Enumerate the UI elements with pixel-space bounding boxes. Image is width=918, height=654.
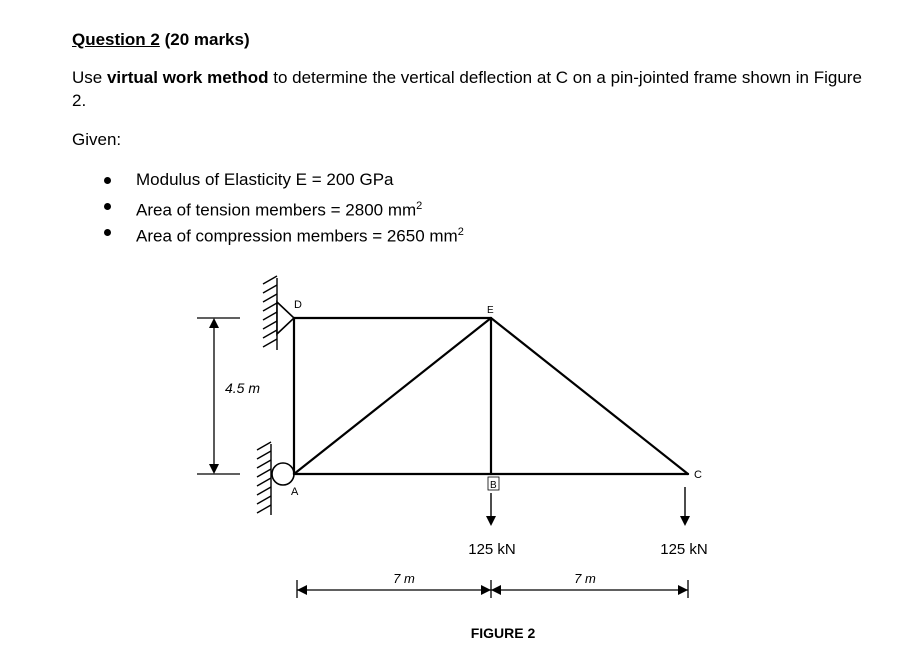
node-label-c: C bbox=[694, 469, 702, 481]
figure-caption: FIGURE 2 bbox=[470, 625, 536, 641]
load-label-b: 125 kN bbox=[468, 541, 516, 558]
given-item-text: Area of tension members = 2800 mm bbox=[136, 200, 417, 220]
roller-support-a bbox=[272, 463, 294, 485]
span-right-label: 7 m bbox=[574, 571, 596, 586]
question-number: Question 2 bbox=[72, 30, 160, 49]
question-marks: (20 marks) bbox=[159, 30, 250, 49]
node-label-a: A bbox=[291, 486, 299, 498]
wall-support-lower bbox=[257, 442, 271, 515]
given-item-text: Area of compression members = 2650 mm bbox=[136, 226, 458, 246]
node-label-b: B bbox=[490, 480, 497, 491]
intro-text-start: Use bbox=[72, 68, 107, 87]
given-label: Given: bbox=[72, 130, 122, 149]
intro-text-end: to determine the vertical deflection at C on a pin-jointed frame shown in Figure 2. bbox=[72, 68, 862, 110]
pin-support-d bbox=[277, 302, 294, 334]
wall-support-upper bbox=[263, 276, 277, 350]
node-label-e: E bbox=[487, 305, 494, 316]
intro-method: virtual work method bbox=[106, 68, 269, 87]
load-arrow-c bbox=[680, 487, 690, 526]
superscript: 2 bbox=[416, 200, 423, 212]
member-ae bbox=[294, 318, 491, 474]
node-label-d: D bbox=[294, 299, 302, 311]
span-dimension bbox=[297, 580, 688, 598]
truss-members bbox=[294, 318, 688, 474]
span-left-label: 7 m bbox=[393, 571, 415, 586]
height-dimension-label: 4.5 m bbox=[225, 380, 261, 396]
height-dimension bbox=[197, 318, 240, 474]
load-arrow-b bbox=[486, 493, 496, 526]
load-label-c: 125 kN bbox=[660, 541, 708, 558]
superscript: 2 bbox=[457, 226, 464, 238]
given-item-text: Modulus of Elasticity E = 200 GPa bbox=[136, 170, 394, 189]
member-ec bbox=[491, 318, 688, 474]
